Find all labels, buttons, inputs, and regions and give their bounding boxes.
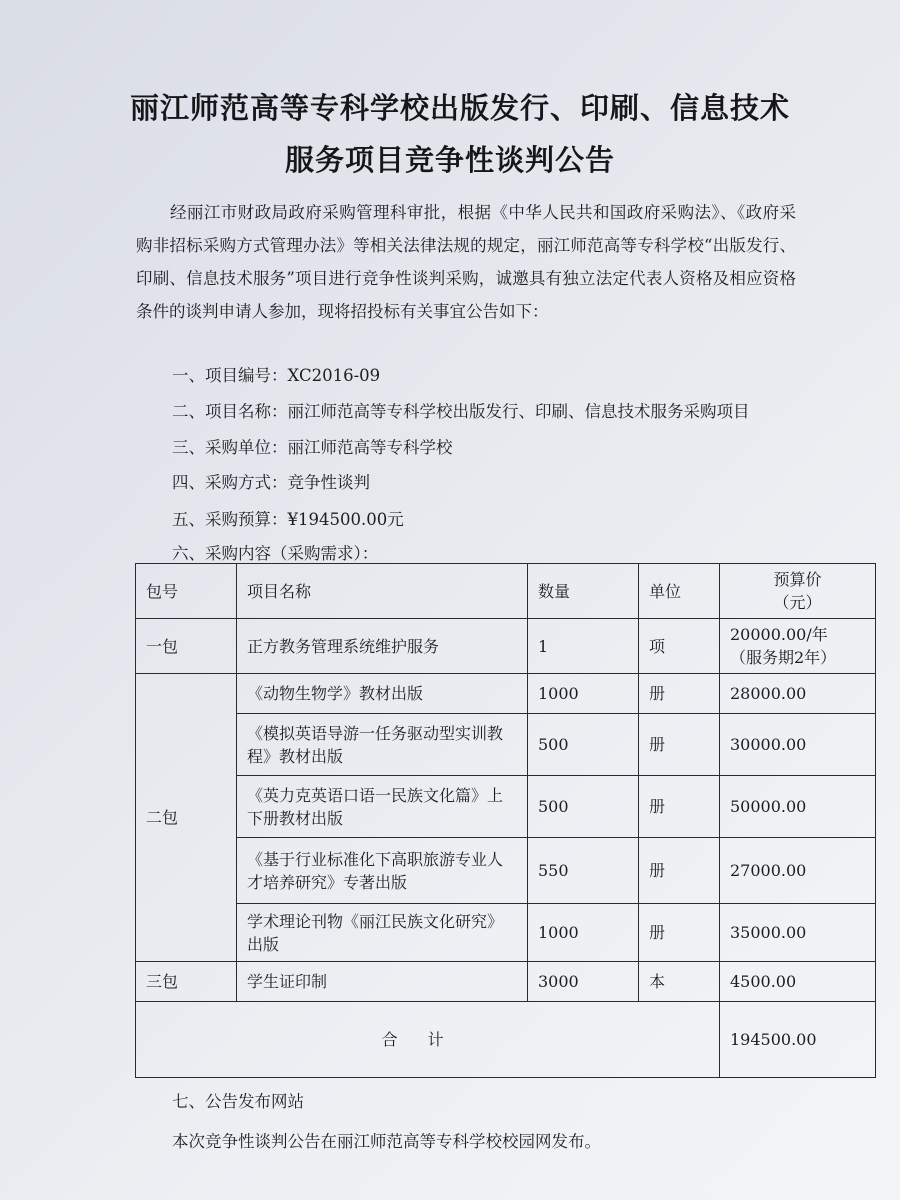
cell-unit: 本 bbox=[639, 962, 720, 1002]
cell-budget: 28000.00 bbox=[720, 674, 876, 714]
cell-budget: 35000.00 bbox=[720, 904, 876, 962]
cell-unit: 册 bbox=[639, 838, 720, 904]
cell-item-name: 《基于行业标准化下高职旅游专业人才培养研究》专著出版 bbox=[237, 838, 528, 904]
cell-budget: 50000.00 bbox=[720, 776, 876, 838]
table-row bbox=[136, 904, 876, 962]
cell-item-name: 学生证印制 bbox=[237, 962, 528, 1002]
cell-budget: 30000.00 bbox=[720, 714, 876, 776]
table-row bbox=[136, 619, 876, 674]
item-content: 六、采购内容（采购需求）： bbox=[172, 544, 379, 563]
cell-budget bbox=[720, 619, 876, 674]
item-purchaser: 三、采购单位：丽江师范高等专科学校 bbox=[172, 438, 453, 457]
cell-item-name: 正方教务管理系统维护服务 bbox=[237, 619, 528, 674]
cell-budget: 4500.00 bbox=[720, 962, 876, 1002]
header-item-name: 项目名称 bbox=[237, 564, 528, 619]
cell-unit: 项 bbox=[639, 619, 720, 674]
header-budget-unit: （元） bbox=[773, 593, 822, 612]
document-title-line2: 服务项目竞争性谈判公告 bbox=[284, 143, 615, 177]
item-method: 四、采购方式：竞争性谈判 bbox=[172, 473, 370, 492]
total-value: 194500.00 bbox=[720, 1002, 876, 1078]
cell-quantity: 1 bbox=[528, 619, 639, 674]
intro-paragraph: 经丽江市财政局政府采购管理科审批，根据《中华人民共和国政府采购法》、《政府采购非招标采购方式管理办法》等相关法律法规的规定，丽江师范高等专科学校“出版发行、印刷、信息技术服务”项目进行竞争性谈判采购，诚邀具有独立法定代表人资格及相应资格条件的谈判申请人参加，现将招投标有关事宜公告如下： bbox=[136, 203, 796, 321]
cell-quantity: 500 bbox=[528, 776, 639, 838]
cell-unit: 册 bbox=[639, 904, 720, 962]
cell-quantity: 1000 bbox=[528, 904, 639, 962]
table-total-row bbox=[136, 1002, 876, 1078]
procurement-table bbox=[135, 563, 876, 1078]
table-row bbox=[136, 962, 876, 1002]
cell-budget: 27000.00 bbox=[720, 838, 876, 904]
item-budget: 五、采购预算：¥194500.00元 bbox=[172, 510, 404, 529]
table-header-row bbox=[136, 564, 876, 619]
header-quantity: 数量 bbox=[528, 564, 639, 619]
header-budget bbox=[720, 564, 876, 619]
cell-quantity: 1000 bbox=[528, 674, 639, 714]
cell-quantity: 550 bbox=[528, 838, 639, 904]
cell-item-name: 《动物生物学》教材出版 bbox=[237, 674, 528, 714]
item-project-name: 二、项目名称：丽江师范高等专科学校出版发行、印刷、信息技术服务采购项目 bbox=[172, 402, 750, 421]
cell-unit: 册 bbox=[639, 776, 720, 838]
cell-package: 一包 bbox=[136, 619, 237, 674]
table-row bbox=[136, 674, 876, 714]
cell-unit: 册 bbox=[639, 674, 720, 714]
section7-text: 本次竞争性谈判公告在丽江师范高等专科学校校园网发布。 bbox=[172, 1132, 601, 1151]
header-budget-label: 预算价 bbox=[773, 570, 822, 589]
cell-quantity: 3000 bbox=[528, 962, 639, 1002]
table-row bbox=[136, 714, 876, 776]
cell-item-name: 学术理论刊物《丽江民族文化研究》出版 bbox=[237, 904, 528, 962]
item-project-number: 一、项目编号：XC2016-09 bbox=[172, 366, 381, 385]
cell-item-name: 《英力克英语口语一民族文化篇》上下册教材出版 bbox=[237, 776, 528, 838]
section7-title: 七、公告发布网站 bbox=[172, 1092, 304, 1111]
cell-item-name: 《模拟英语导游一任务驱动型实训教程》教材出版 bbox=[237, 714, 528, 776]
document-title-line1: 丽江师范高等专科学校出版发行、印刷、信息技术 bbox=[129, 91, 790, 125]
header-unit: 单位 bbox=[639, 564, 720, 619]
cell-budget-value: 20000.00/年 bbox=[730, 625, 828, 644]
header-package: 包号 bbox=[136, 564, 237, 619]
cell-package: 三包 bbox=[136, 962, 237, 1002]
cell-package: 二包 bbox=[136, 674, 237, 962]
total-label: 合计 bbox=[136, 1002, 720, 1078]
table-row bbox=[136, 776, 876, 838]
cell-quantity: 500 bbox=[528, 714, 639, 776]
table-row bbox=[136, 838, 876, 904]
cell-budget-note: （服务期2年） bbox=[730, 648, 837, 667]
cell-unit: 册 bbox=[639, 714, 720, 776]
